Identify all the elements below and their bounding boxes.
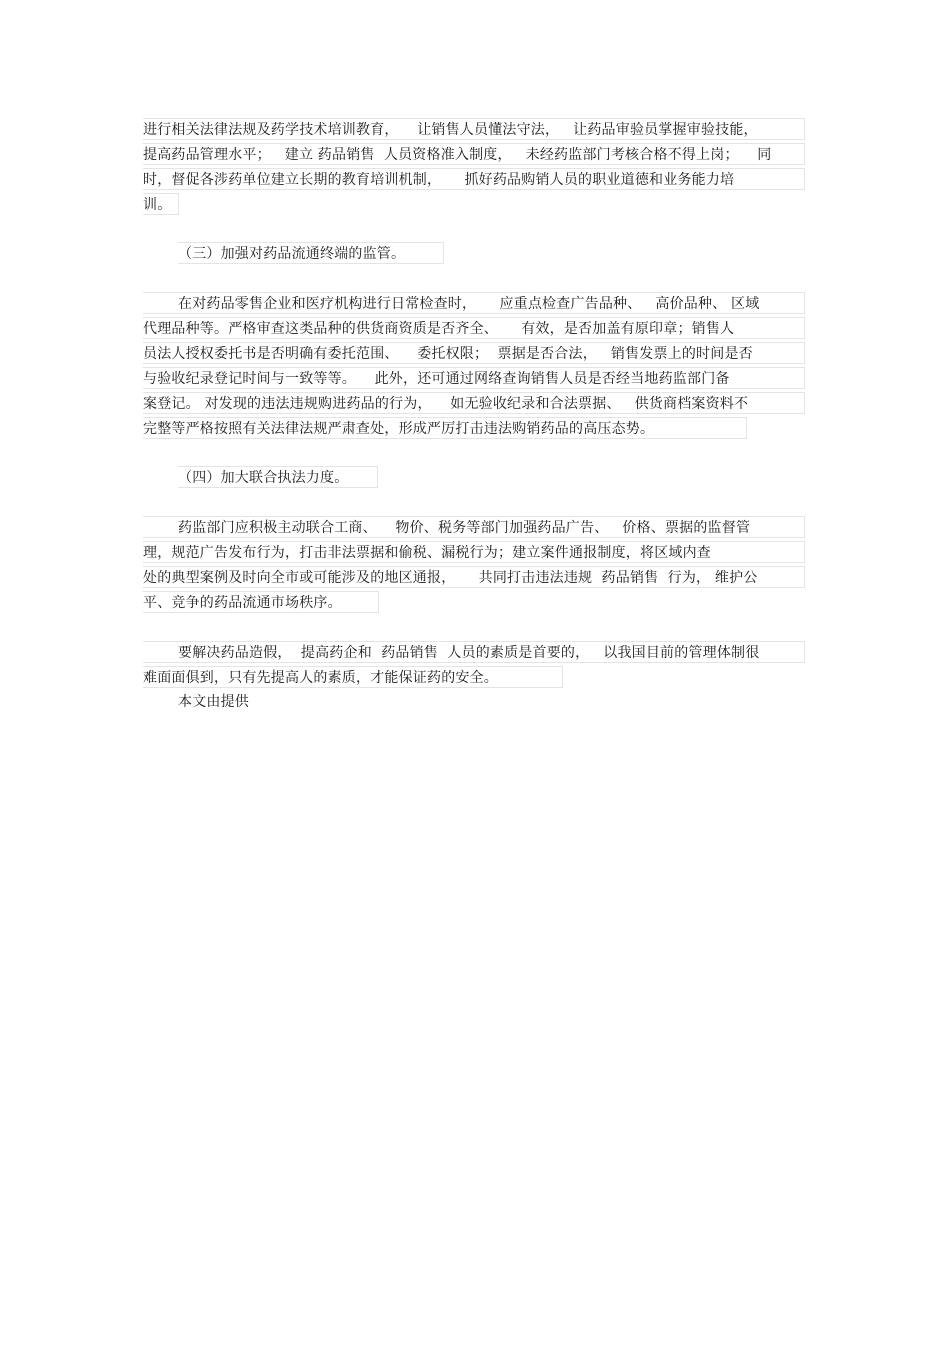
para1-line-4: 训。 <box>143 193 179 215</box>
para2-line-6: 完整等严格按照有关法律法规严肃查处，形成严厉打击违法购销药品的高压态势。 <box>143 417 747 439</box>
para3-line-3: 处的典型案例及时向全市或可能涉及的地区通报， 共同打击违法违规 药品销售 行为， 维护公 <box>143 566 805 588</box>
para2-line-3: 员法人授权委托书是否明确有委托范围、 委托权限； 票据是否合法， 销售发票上的时间是否 <box>143 342 805 364</box>
para3-line-2: 理，规范广告发布行为，打击非法票据和偷税、漏税行为；建立案件通报制度，将区域内查 <box>143 541 805 563</box>
para1-line-1: 进行相关法律法规及药学技术培训教育， 让销售人员懂法守法， 让药品审验员掌握审验技能， <box>143 118 805 140</box>
para3-line-4: 平、竞争的药品流通市场秩序。 <box>143 591 379 613</box>
para2-line-2: 代理品种等。严格审查这类品种的供货商资质是否齐全、 有效，是否加盖有原印章；销售人 <box>143 317 805 339</box>
para3-line-1: 药监部门应积极主动联合工商、 物价、税务等部门加强药品广告、 价格、票据的监督管 <box>143 516 805 538</box>
footer-note: 本文由提供 <box>178 694 249 710</box>
section-heading-3: （三）加强对药品流通终端的监管。 <box>178 242 444 264</box>
para1-line-2: 提高药品管理水平； 建立 药品销售 人员资格准入制度， 未经药监部门考核合格不得上岗； 同 <box>143 143 805 165</box>
section-heading-4: （四）加大联合执法力度。 <box>178 466 378 488</box>
para1-line-3: 时，督促各涉药单位建立长期的教育培训机制， 抓好药品购销人员的职业道德和业务能力培 <box>143 168 805 190</box>
para4-line-2: 难面面俱到，只有先提高人的素质，才能保证药的安全。 <box>143 666 563 688</box>
para2-line-1: 在对药品零售企业和医疗机构进行日常检查时， 应重点检查广告品种、 高价品种、 区域 <box>143 292 805 314</box>
para4-line-1: 要解决药品造假， 提高药企和 药品销售 人员的素质是首要的， 以我国目前的管理体制很 <box>143 641 805 663</box>
para2-line-4: 与验收纪录登记时间与一致等等。 此外，还可通过网络查询销售人员是否经当地药监部门备 <box>143 367 805 389</box>
para2-line-5: 案登记。 对发现的违法违规购进药品的行为， 如无验收纪录和合法票据、 供货商档案资料不 <box>143 392 805 414</box>
